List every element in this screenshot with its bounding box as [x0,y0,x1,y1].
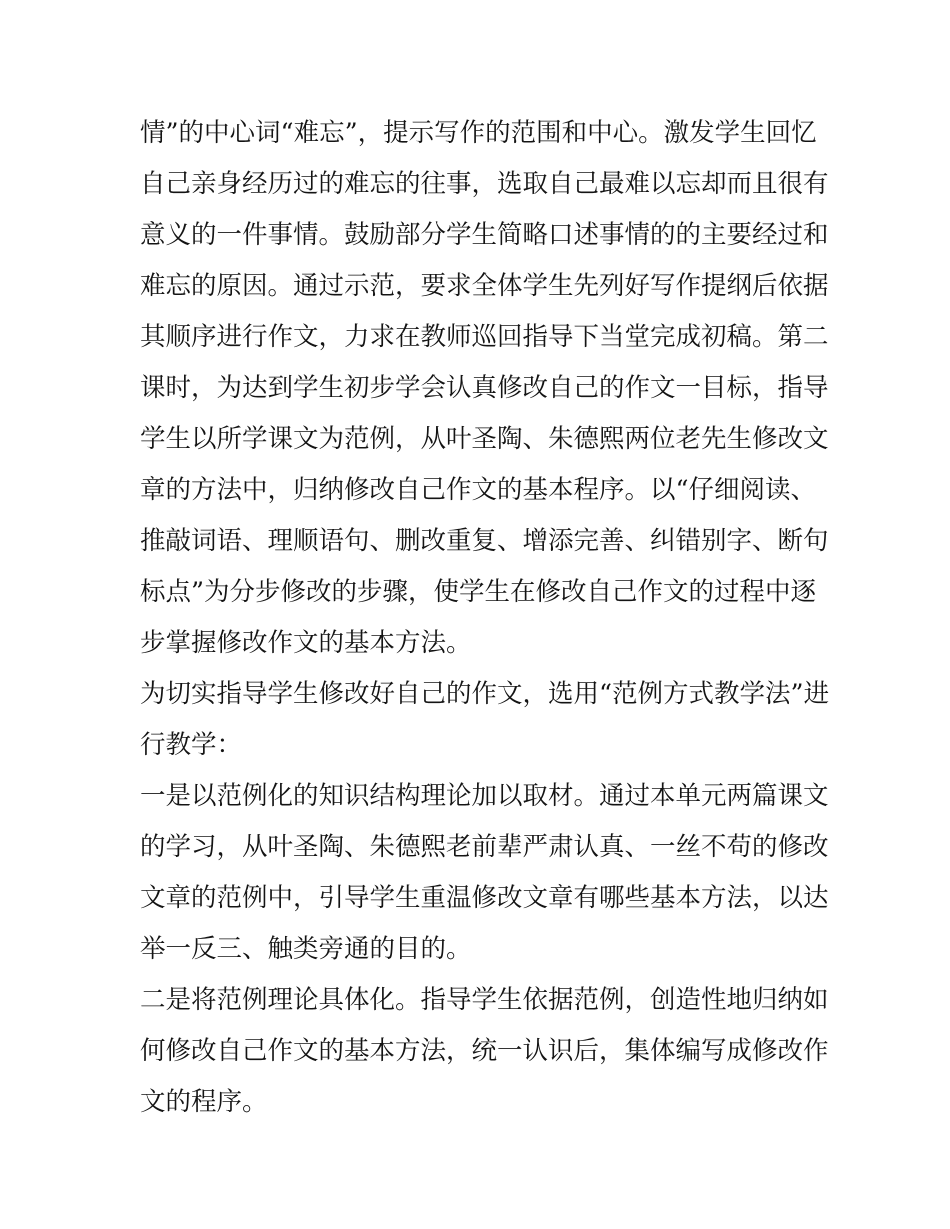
paragraph-2 [140,669,830,771]
text-line: 何修改自己作文的基本方法，统一认识后，集体编写成修改作 [140,1036,829,1066]
text-line: 课时，为达到学生初步学会认真修改自己的作文一目标，指导 [140,373,829,403]
document-body [140,108,830,1128]
text-line: 文的程序。 [140,1087,268,1117]
text-line: 一是以范例化的知识结构理论加以取材。通过本单元两篇课文 [140,781,829,811]
text-line: 标点”为分步修改的步骤，使学生在修改自己作文的过程中逐 [140,577,817,607]
paragraph-4 [140,975,829,1128]
text-line: 举一反三、触类旁通的目的。 [140,934,472,964]
text-line: 难忘的原因。通过示范，要求全体学生先列好写作提纲后依据 [140,271,829,301]
text-line: 为切实指导学生修改好自己的作文，选用“范例方式教学法”进 [140,679,830,709]
paragraph-3 [140,771,829,975]
text-line: 步掌握修改作文的基本方法。 [140,628,472,658]
text-line: 的学习，从叶圣陶、朱德熙老前辈严肃认真、一丝不苟的修改 [140,832,829,862]
text-line: 文章的范例中，引导学生重温修改文章有哪些基本方法，以达 [140,883,829,913]
text-line: 其顺序进行作文，力求在教师巡回指导下当堂完成初稿。第二 [140,322,829,352]
text-line: 行教学： [140,730,243,760]
paragraph-1 [140,108,829,669]
text-line: 推敲词语、理顺语句、删改重复、增添完善、纠错别字、断句 [140,526,829,556]
text-line: 章的方法中，归纳修改自己作文的基本程序。以“仔细阅读、 [140,475,817,505]
text-line: 自己亲身经历过的难忘的往事，选取自己最难以忘却而且很有 [140,169,829,199]
text-line: 情”的中心词“难忘”，提示写作的范围和中心。激发学生回忆 [140,118,817,148]
text-line: 学生以所学课文为范例，从叶圣陶、朱德熙两位老先生修改文 [140,424,829,454]
text-line: 二是将范例理论具体化。指导学生依据范例，创造性地归纳如 [140,985,829,1015]
text-line: 意义的一件事情。鼓励部分学生简略口述事情的的主要经过和 [140,220,829,250]
